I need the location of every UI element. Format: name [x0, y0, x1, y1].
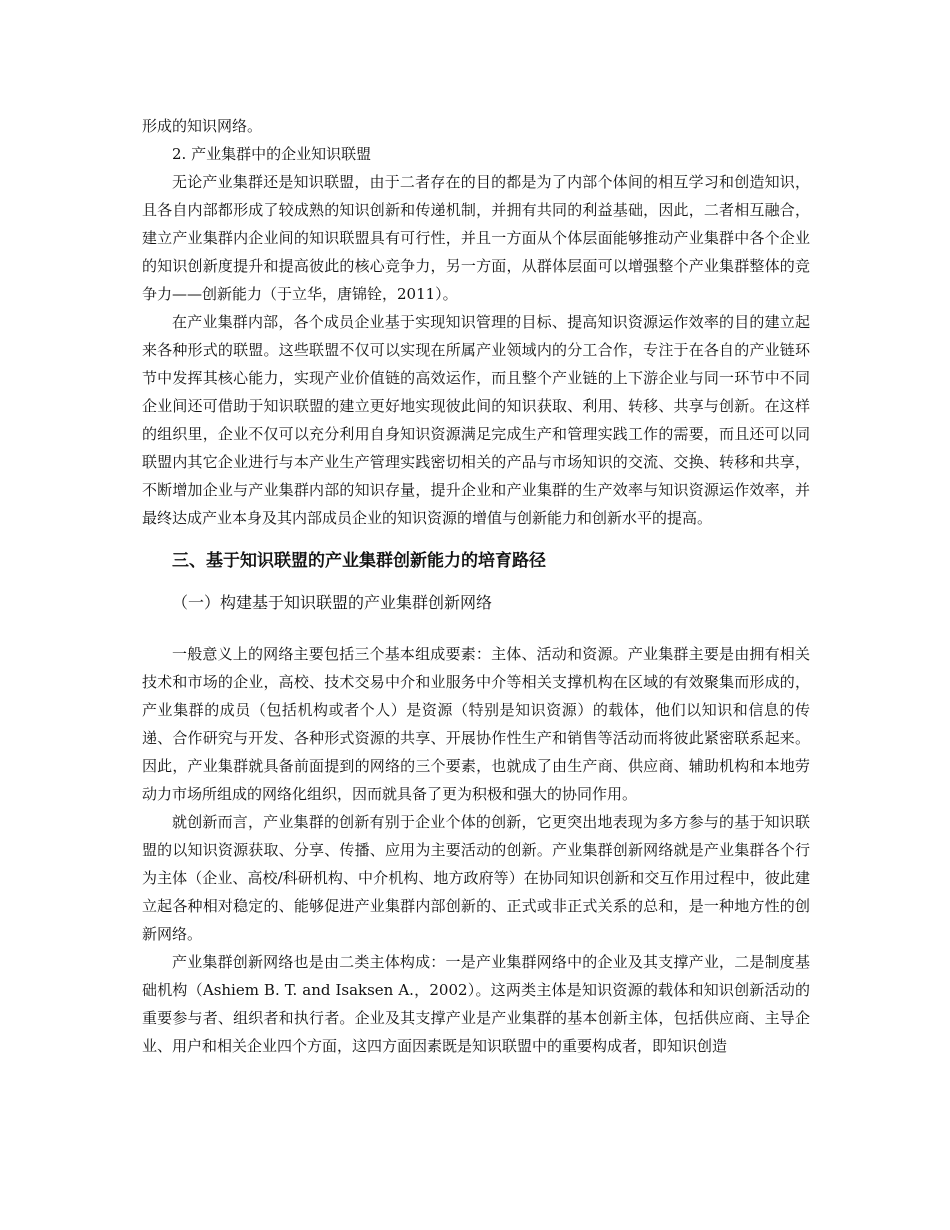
paragraph-cluster-innovation: 就创新而言，产业集群的创新有别于企业个体的创新，它更突出地表现为多方参与的基于知识联盟的以知识资源获取、分享、传播、应用为主要活动的创新。产业集群创新网络就是产业集群各个行为主体（企业、高校/科研机构、中介机构、地方政府等）在协同知识创新和交互作用过程中，彼此建立起各种相对稳定的、能够促进产业集群内部创新的、正式或非正式关系的总和，是一种地方性的创新网络。 — [142, 813, 810, 943]
document-page — [142, 112, 810, 1060]
section-title: 三、基于知识联盟的产业集群创新能力的培育路径 — [172, 551, 546, 571]
paragraph-internal-alliances: 在产业集群内部，各个成员企业基于实现知识管理的目标、提高知识资源运作效率的目的建立起来各种形式的联盟。这些联盟不仅可以实现在所属产业领域内的分工合作，专注于在各自的产业链环节中发挥其核心能力，实现产业价值链的高效运作，而且整个产业链的上下游企业与同一环节中不同企业间还可借助于知识联盟的建立更好地实现彼此间的知识获取、利用、转移、共享与创新。在这样的组织里，企业不仅可以充分利用自身知识资源满足完成生产和管理实践工作的需要，而且还可以同联盟内其它企业进行与本产业生产管理实践密切相关的产品与市场知识的交流、交换、转移和共享，不断增加企业与产业集群内部的知识存量，提升企业和产业集群的生产效率与知识资源运作效率，并最终达成产业本身及其内部成员企业的知识资源的增值与创新能力和创新水平的提高。 — [142, 313, 810, 527]
paragraph-network-elements: 一般意义上的网络主要包括三个基本组成要素：主体、活动和资源。产业集群主要是由拥有相关技术和市场的企业，高校、技术交易中介和业服务中介等相关支撑机构在区域的有效聚集而形成的，产业集群的成员（包括机构或者个人）是资源（特别是知识资源）的载体，他们以知识和信息的传递、合作研究与开发、各种形式资源的共享、开展协作性生产和销售等活动而将彼此紧密联系起来。因此，产业集群就具备前面提到的网络的三个要素，也就成了由生产商、供应商、辅助机构和本地劳动力市场所组成的网络化组织，因而就具备了更为积极和强大的协同作用。 — [142, 645, 810, 803]
paragraph-integration: 无论产业集群还是知识联盟，由于二者存在的目的都是为了内部个体间的相互学习和创造知识，且各自内部都形成了较成熟的知识创新和传递机制，并拥有共同的利益基础，因此，二者相互融合，建立产业集群内企业间的知识联盟具有可行性，并且一方面从个体层面能够推动产业集群中各个企业的知识创新度提升和提高彼此的核心竞争力，另一方面，从群体层面可以增强整个产业集群整体的竞争力——创新能力（于立华，唐锦铨，2011）。 — [142, 173, 810, 303]
paragraph-two-subjects: 产业集群创新网络也是由二类主体构成：一是产业集群网络中的企业及其支撑产业，二是制度基础机构（Ashiem B. T. and Isaksen A.，2002）。这两类主体是知识资源的载体和知识创新活动的重要参与者、组织者和执行者。企业及其支撑产业是产业集群的基本创新主体，包括供应商、主导企业、用户和相关企业四个方面，这四方面因素既是知识联盟中的重要构成者，即知识创造 — [142, 953, 810, 1055]
subsection-title: （一）构建基于知识联盟的产业集群创新网络 — [172, 593, 493, 612]
paragraph-fragment: 形成的知识网络。 — [142, 117, 263, 135]
subheading-knowledge-alliance: 2. 产业集群中的企业知识联盟 — [172, 145, 372, 163]
